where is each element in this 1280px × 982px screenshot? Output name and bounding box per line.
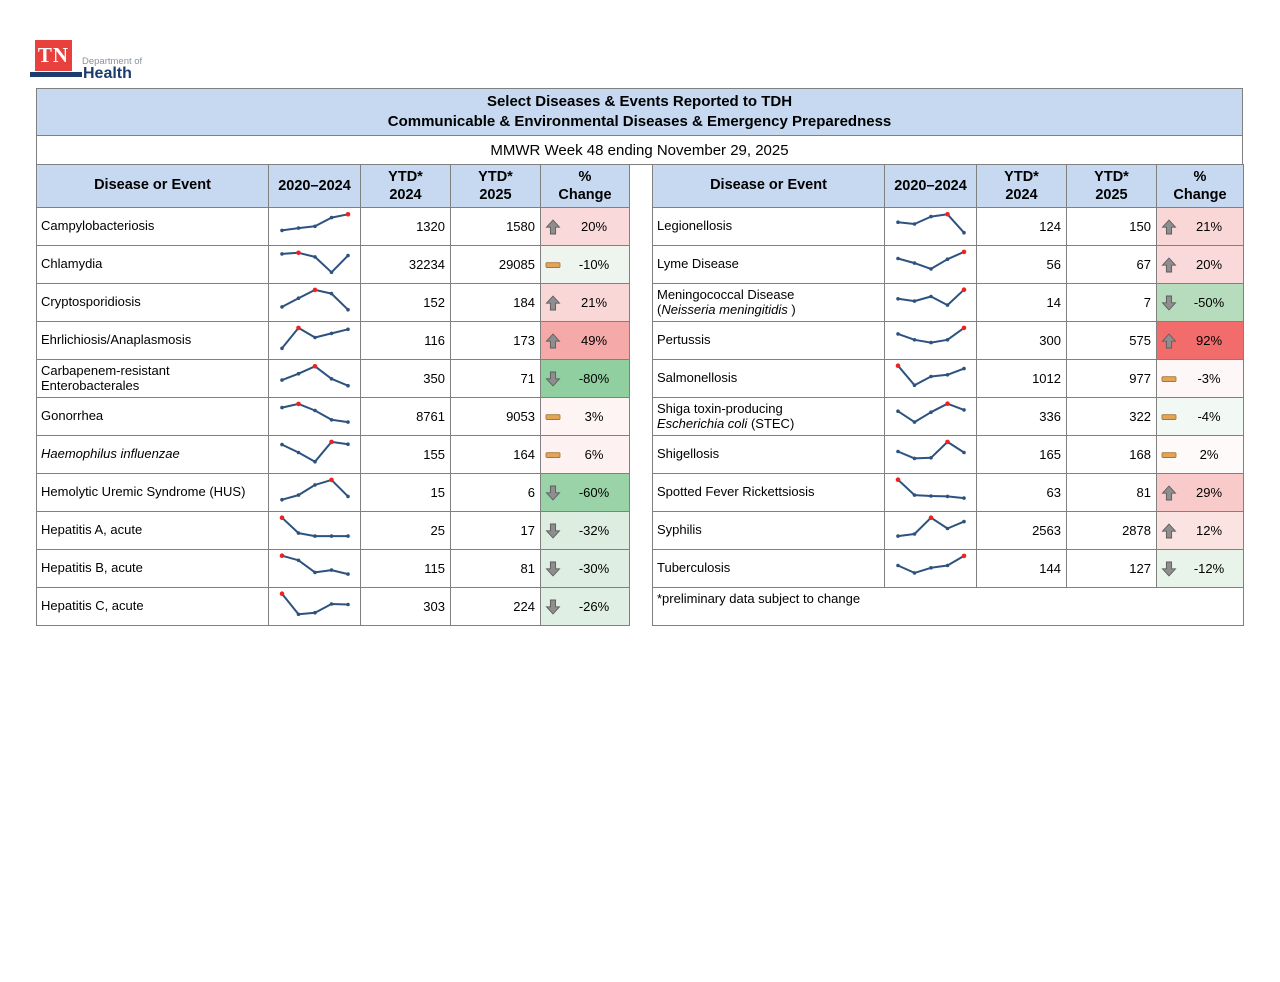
- pct-change-cell: [1157, 436, 1244, 474]
- trend-cell: [885, 512, 977, 550]
- table-row: [653, 436, 1244, 474]
- pct-change-cell: [541, 246, 630, 284]
- pct-change-value: -32%: [578, 523, 610, 538]
- logo-department-of-text: Department of: [82, 56, 143, 67]
- col-header-pct-word: Change: [1173, 187, 1227, 203]
- logo-underline-bar: [30, 72, 82, 77]
- pct-change-value: 2%: [1199, 447, 1219, 462]
- ytd-2024-value: 25: [361, 512, 451, 550]
- trend-sparkline: [889, 512, 973, 544]
- ytd-2025-value: 1580: [451, 208, 541, 246]
- pct-change-cell: [541, 474, 630, 512]
- table-row: [653, 208, 1244, 246]
- ytd-2024-value: 116: [361, 322, 451, 360]
- disease-name-line: Lyme Disease: [657, 256, 739, 272]
- col-header-pct-change: [541, 165, 630, 208]
- pct-change-cell: [541, 436, 630, 474]
- trend-sparkline: [273, 284, 357, 316]
- disease-name: [37, 550, 269, 588]
- table-row: [653, 360, 1244, 398]
- pct-change-cell: [1157, 474, 1244, 512]
- trend-sparkline: [273, 360, 357, 392]
- decrease-arrow-icon: [545, 523, 561, 539]
- report-title-banner: [36, 88, 1243, 136]
- disease-name: [37, 436, 269, 474]
- trend-cell: [885, 322, 977, 360]
- pct-change-cell: [1157, 360, 1244, 398]
- trend-cell: [885, 474, 977, 512]
- trend-cell: [885, 550, 977, 588]
- tn-logo-icon: [35, 40, 72, 71]
- table-row: [37, 474, 630, 512]
- table-row: [653, 284, 1244, 322]
- ytd-2025-value: 184: [451, 284, 541, 322]
- col-header-ytd-year: 2024: [1005, 187, 1038, 203]
- ytd-2025-value: 173: [451, 322, 541, 360]
- increase-arrow-icon: [1161, 219, 1177, 235]
- ytd-2025-value: 575: [1067, 322, 1157, 360]
- trend-cell: [269, 322, 361, 360]
- pct-change-value: -80%: [578, 371, 610, 386]
- header-row: [653, 165, 1244, 208]
- disease-name-line: Meningococcal Disease: [657, 287, 795, 302]
- ytd-2024-value: 14: [977, 284, 1067, 322]
- pct-change-value: -26%: [578, 599, 610, 614]
- ytd-2024-value: 144: [977, 550, 1067, 588]
- disease-name: [37, 398, 269, 436]
- disease-name-line: Tuberculosis: [657, 560, 731, 576]
- disease-name-line: Spotted Fever Rickettsiosis: [657, 484, 815, 500]
- ytd-2025-value: 168: [1067, 436, 1157, 474]
- ytd-2024-value: 15: [361, 474, 451, 512]
- trend-cell: [885, 208, 977, 246]
- trend-sparkline: [273, 436, 357, 468]
- trend-cell: [269, 512, 361, 550]
- col-header-disease: Disease or Event: [653, 165, 885, 208]
- table-row: [37, 246, 630, 284]
- disease-name: [653, 512, 885, 550]
- no-change-dash-icon: [1161, 447, 1177, 463]
- table-row: [653, 398, 1244, 436]
- trend-cell: [885, 246, 977, 284]
- trend-cell: [885, 398, 977, 436]
- ytd-2025-value: 9053: [451, 398, 541, 436]
- pct-change-value: -30%: [578, 561, 610, 576]
- disease-name-line: Campylobacteriosis: [41, 218, 155, 234]
- ytd-2024-value: 336: [977, 398, 1067, 436]
- ytd-2025-value: 224: [451, 588, 541, 626]
- table-row: [37, 360, 630, 398]
- trend-sparkline: [273, 550, 357, 582]
- table-row: [653, 550, 1244, 588]
- tn-logo-text: TN: [37, 43, 70, 67]
- ytd-2024-value: 124: [977, 208, 1067, 246]
- disease-name: [653, 550, 885, 588]
- trend-cell: [269, 208, 361, 246]
- col-header-ytd-label: YTD*: [388, 169, 423, 185]
- table-row: [37, 436, 630, 474]
- trend-cell: [269, 360, 361, 398]
- ytd-2025-value: 7: [1067, 284, 1157, 322]
- disease-name: [37, 588, 269, 626]
- pct-change-cell: [1157, 284, 1244, 322]
- decrease-arrow-icon: [545, 371, 561, 387]
- disease-name: [37, 208, 269, 246]
- col-header-ytd-2025: [451, 165, 541, 208]
- pct-change-value: 21%: [580, 295, 608, 310]
- ytd-2025-value: 322: [1067, 398, 1157, 436]
- disease-name: [653, 360, 885, 398]
- ytd-2025-value: 71: [451, 360, 541, 398]
- mmwr-week-subtitle: MMWR Week 48 ending November 29, 2025: [36, 135, 1243, 165]
- col-header-pct-word: Change: [558, 187, 612, 203]
- ytd-2024-value: 56: [977, 246, 1067, 284]
- disease-name: [653, 208, 885, 246]
- disease-name-line: Cryptosporidiosis: [41, 294, 141, 310]
- table-row: [653, 512, 1244, 550]
- pct-change-cell: [541, 550, 630, 588]
- trend-cell: [885, 436, 977, 474]
- trend-sparkline: [889, 550, 973, 582]
- col-header-trend: 2020–2024: [269, 165, 361, 208]
- pct-change-value: 20%: [1195, 257, 1223, 272]
- ytd-2024-value: 115: [361, 550, 451, 588]
- pct-change-value: -12%: [1193, 561, 1225, 576]
- disease-name: [653, 322, 885, 360]
- table-row: [653, 246, 1244, 284]
- ytd-2024-value: 303: [361, 588, 451, 626]
- decrease-arrow-icon: [545, 485, 561, 501]
- pct-change-value: 49%: [580, 333, 608, 348]
- disease-name-line: Gonorrhea: [41, 408, 104, 424]
- pct-change-value: -4%: [1197, 409, 1221, 424]
- ytd-2024-value: 300: [977, 322, 1067, 360]
- pct-change-value: 6%: [584, 447, 604, 462]
- table-row: [653, 474, 1244, 512]
- ytd-2024-value: 350: [361, 360, 451, 398]
- ytd-2025-value: 81: [451, 550, 541, 588]
- trend-sparkline: [273, 322, 357, 354]
- trend-sparkline: [889, 322, 973, 354]
- trend-sparkline: [889, 360, 973, 392]
- no-change-dash-icon: [545, 447, 561, 463]
- col-header-pct-sign: %: [578, 169, 592, 185]
- col-header-ytd-year: 2024: [389, 187, 422, 203]
- disease-name-line: (Neisseria meningitidis ): [657, 301, 796, 317]
- disease-table-right: [652, 164, 1244, 626]
- pct-change-value: -50%: [1193, 295, 1225, 310]
- trend-sparkline: [273, 474, 357, 506]
- trend-sparkline: [273, 208, 357, 240]
- trend-cell: [269, 398, 361, 436]
- table-row: [37, 208, 630, 246]
- ytd-2025-value: 150: [1067, 208, 1157, 246]
- col-header-ytd-year: 2025: [1095, 187, 1128, 203]
- disease-name-line: Pertussis: [657, 332, 711, 348]
- table-row: [37, 512, 630, 550]
- trend-cell: [269, 436, 361, 474]
- disease-name-line: Carbapenem-resistant: [41, 363, 170, 378]
- ytd-2025-value: 81: [1067, 474, 1157, 512]
- pct-change-cell: [541, 284, 630, 322]
- table-row: [653, 322, 1244, 360]
- ytd-2024-value: 2563: [977, 512, 1067, 550]
- no-change-dash-icon: [1161, 409, 1177, 425]
- trend-cell: [269, 284, 361, 322]
- ytd-2024-value: 63: [977, 474, 1067, 512]
- decrease-arrow-icon: [545, 599, 561, 615]
- pct-change-cell: [1157, 512, 1244, 550]
- pct-change-value: -10%: [578, 257, 610, 272]
- no-change-dash-icon: [545, 257, 561, 273]
- header-row: [37, 165, 630, 208]
- disease-name-line: Shigellosis: [657, 446, 720, 462]
- col-header-pct-sign: %: [1193, 169, 1207, 185]
- trend-cell: [269, 550, 361, 588]
- pct-change-cell: [541, 208, 630, 246]
- pct-change-value: 21%: [1195, 219, 1223, 234]
- ytd-2024-value: 165: [977, 436, 1067, 474]
- pct-change-cell: [541, 322, 630, 360]
- ytd-2025-value: 29085: [451, 246, 541, 284]
- trend-sparkline: [889, 284, 973, 316]
- table-row: [37, 398, 630, 436]
- ytd-2025-value: 67: [1067, 246, 1157, 284]
- disease-name-line: Shiga toxin-producing: [657, 401, 783, 416]
- increase-arrow-icon: [545, 333, 561, 349]
- disease-name: [37, 284, 269, 322]
- trend-sparkline: [889, 398, 973, 430]
- increase-arrow-icon: [545, 219, 561, 235]
- increase-arrow-icon: [1161, 333, 1177, 349]
- increase-arrow-icon: [1161, 523, 1177, 539]
- disease-name: [653, 398, 885, 436]
- disease-name-line: Escherichia coli (STEC): [657, 415, 795, 431]
- ytd-2025-value: 6: [451, 474, 541, 512]
- trend-sparkline: [273, 512, 357, 544]
- table-row: [37, 550, 630, 588]
- disease-name-line: Hepatitis A, acute: [41, 522, 143, 538]
- tdh-logo: [30, 40, 250, 86]
- trend-sparkline: [889, 436, 973, 468]
- pct-change-cell: [541, 588, 630, 626]
- ytd-2024-value: 1320: [361, 208, 451, 246]
- trend-sparkline: [889, 246, 973, 278]
- footnote-text: *preliminary data subject to change: [653, 588, 1244, 626]
- col-header-trend: 2020–2024: [885, 165, 977, 208]
- pct-change-value: 92%: [1195, 333, 1223, 348]
- disease-name-line: Syphilis: [657, 522, 702, 538]
- disease-name: [37, 360, 269, 398]
- pct-change-value: 20%: [580, 219, 608, 234]
- trend-cell: [269, 246, 361, 284]
- increase-arrow-icon: [1161, 257, 1177, 273]
- col-header-pct-change: [1157, 165, 1244, 208]
- report-title-line1: Select Diseases & Events Reported to TDH: [486, 93, 793, 110]
- trend-sparkline: [273, 588, 357, 620]
- pct-change-cell: [1157, 208, 1244, 246]
- ytd-2024-value: 8761: [361, 398, 451, 436]
- report-title-line2: Communicable & Environmental Diseases & Emergency Preparedness: [387, 113, 892, 130]
- decrease-arrow-icon: [1161, 561, 1177, 577]
- logo-health-text: Health: [83, 65, 132, 82]
- col-header-ytd-year: 2025: [479, 187, 512, 203]
- pct-change-value: 12%: [1195, 523, 1223, 538]
- ytd-2024-value: 1012: [977, 360, 1067, 398]
- trend-sparkline: [889, 208, 973, 240]
- trend-sparkline: [889, 474, 973, 506]
- disease-name-line: Ehrlichiosis/Anaplasmosis: [41, 332, 192, 348]
- col-header-ytd-2024: [361, 165, 451, 208]
- disease-name: [37, 512, 269, 550]
- col-header-ytd-label: YTD*: [1004, 169, 1039, 185]
- disease-name: [37, 322, 269, 360]
- disease-name: [653, 284, 885, 322]
- footnote-row: [653, 588, 1244, 626]
- increase-arrow-icon: [1161, 485, 1177, 501]
- trend-cell: [269, 474, 361, 512]
- pct-change-cell: [541, 360, 630, 398]
- disease-name-line: Hepatitis C, acute: [41, 598, 144, 614]
- decrease-arrow-icon: [1161, 295, 1177, 311]
- pct-change-cell: [1157, 550, 1244, 588]
- col-header-disease: Disease or Event: [37, 165, 269, 208]
- col-header-ytd-label: YTD*: [478, 169, 513, 185]
- ytd-2024-value: 155: [361, 436, 451, 474]
- disease-name-line: Hepatitis B, acute: [41, 560, 143, 576]
- trend-cell: [885, 360, 977, 398]
- trend-sparkline: [273, 398, 357, 430]
- table-row: [37, 284, 630, 322]
- disease-name-line: Legionellosis: [657, 218, 733, 234]
- disease-name: [653, 436, 885, 474]
- disease-name-line: Chlamydia: [41, 256, 103, 272]
- pct-change-value: -60%: [578, 485, 610, 500]
- trend-cell: [269, 588, 361, 626]
- ytd-2025-value: 127: [1067, 550, 1157, 588]
- col-header-ytd-2025: [1067, 165, 1157, 208]
- decrease-arrow-icon: [545, 561, 561, 577]
- trend-sparkline: [273, 246, 357, 278]
- disease-name-line: Hemolytic Uremic Syndrome (HUS): [41, 484, 246, 500]
- ytd-2024-value: 152: [361, 284, 451, 322]
- pct-change-cell: [1157, 398, 1244, 436]
- col-header-ytd-2024: [977, 165, 1067, 208]
- disease-name-line: Enterobacterales: [41, 377, 140, 393]
- pct-change-cell: [541, 512, 630, 550]
- pct-change-cell: [541, 398, 630, 436]
- col-header-ytd-label: YTD*: [1094, 169, 1129, 185]
- disease-table-left: [36, 164, 630, 626]
- no-change-dash-icon: [1161, 371, 1177, 387]
- table-row: [37, 322, 630, 360]
- no-change-dash-icon: [545, 409, 561, 425]
- pct-change-cell: [1157, 322, 1244, 360]
- ytd-2025-value: 17: [451, 512, 541, 550]
- disease-name: [653, 246, 885, 284]
- ytd-2025-value: 164: [451, 436, 541, 474]
- ytd-2025-value: 2878: [1067, 512, 1157, 550]
- disease-name: [653, 474, 885, 512]
- pct-change-value: -3%: [1197, 371, 1221, 386]
- disease-name-line: Haemophilus influenzae: [41, 446, 180, 462]
- ytd-2025-value: 977: [1067, 360, 1157, 398]
- table-row: [37, 588, 630, 626]
- disease-name: [37, 474, 269, 512]
- trend-cell: [885, 284, 977, 322]
- disease-name-line: Salmonellosis: [657, 370, 738, 386]
- pct-change-value: 29%: [1195, 485, 1223, 500]
- ytd-2024-value: 32234: [361, 246, 451, 284]
- pct-change-cell: [1157, 246, 1244, 284]
- disease-name: [37, 246, 269, 284]
- increase-arrow-icon: [545, 295, 561, 311]
- pct-change-value: 3%: [584, 409, 604, 424]
